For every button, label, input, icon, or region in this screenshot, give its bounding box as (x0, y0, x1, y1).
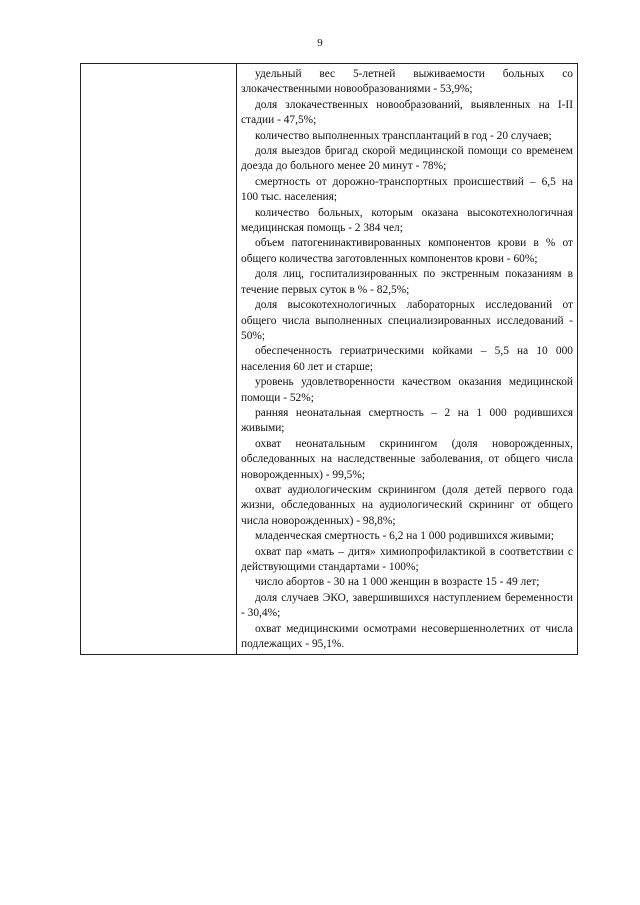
indicator-paragraph: доля высокотехнологичных лабораторных исследований от общего числа выполненных специализированных исследований - 50%; (241, 299, 573, 342)
indicator-paragraph: количество выполненных трансплантаций в год - 20 случаев; (255, 129, 552, 142)
indicator-paragraph: доля выездов бригад скорой медицинской помощи со временем доезда до больного менее 20 минут - 78%; (241, 145, 573, 173)
table-row (81, 64, 578, 655)
indicator-paragraph: обеспеченность гериатрическими койками – 5,5 на 10 000 населения 60 лет и старше; (241, 345, 573, 373)
indicator-paragraph: охват медицинскими осмотрами несовершеннолетних от числа подлежащих - 95,1%. (241, 622, 573, 651)
indicator-paragraph: доля случаев ЭКО, завершившихся наступлением беременности - 30,4%; (241, 591, 573, 620)
indicator-paragraph: охват неонатальным скринингом (доля новорожденных, обследованных на наследственные заболевания, от общего числа новорожденных) - 99,5%; (241, 437, 573, 481)
indicator-paragraph: смертность от дорожно-транспортных происшествий – 6,5 на 100 тыс. населения; (241, 175, 573, 204)
indicator-paragraph: охват аудиологическим скринингом (доля детей первого года жизни, обследованных на аудиологический скрининг от общего числа новорожденных) - 98,8%; (241, 483, 573, 527)
indicator-paragraph: уровень удовлетворенности качеством оказания медицинской помощи - 52%; (241, 376, 573, 404)
indicator-paragraph: количество больных, которым оказана высокотехнологичная медицинская помощь - 2 384 чел; (241, 206, 573, 235)
indicator-paragraph: доля лиц, госпитализированных по экстренным показаниям в течение первых суток в % - 82,5%; (241, 268, 573, 296)
indicator-paragraph: младенческая смертность - 6,2 на 1 000 родившихся живыми; (255, 530, 554, 543)
indicator-paragraph: охват пар «мать – дитя» химиопрофилактикой в соответствии с действующими стандартами - 100%; (241, 545, 573, 573)
empty-left-cell (81, 64, 237, 655)
indicators-table (80, 63, 578, 655)
page-number: 9 (317, 37, 323, 49)
indicator-paragraph: ранняя неонатальная смертность – 2 на 1 000 родившихся живыми; (241, 406, 573, 435)
indicator-paragraph: объем патогенинактивированных компонентов крови в % от общего количества заготовленных компонентов крови - 60%; (241, 237, 573, 265)
indicator-paragraph: удельный вес 5-летней выживаемости больных со злокачественными новообразованиями - 53,9%; (241, 68, 573, 96)
indicators-cell (237, 64, 578, 655)
indicator-paragraph: доля злокачественных новообразований, выявленных на I-II стадии - 47,5%; (241, 98, 573, 127)
indicator-paragraph: число абортов - 30 на 1 000 женщин в возрасте 15 - 49 лет; (255, 576, 540, 589)
